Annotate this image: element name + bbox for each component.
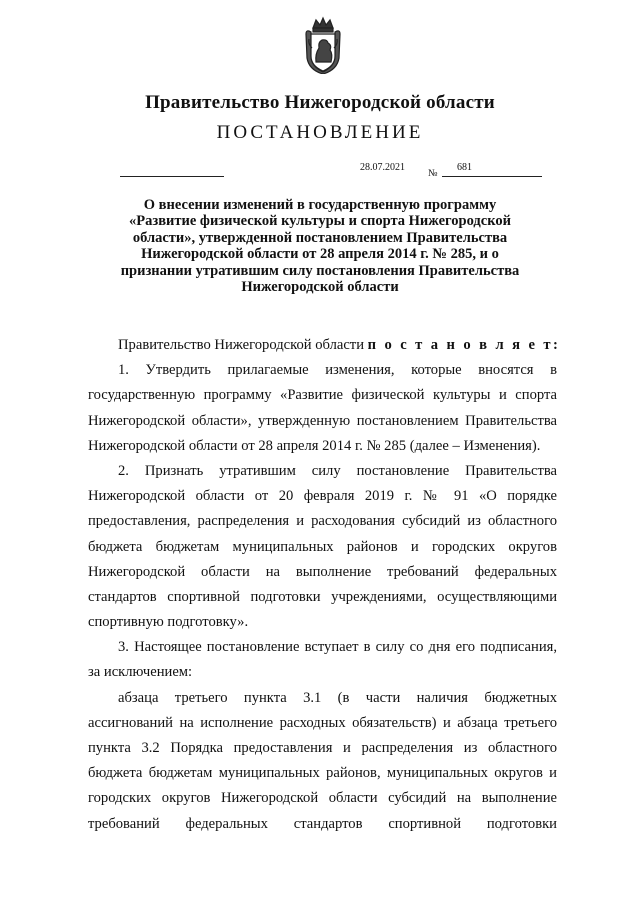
- document-body: [88, 333, 561, 837]
- paragraph-1-line: Нижегородской области от 28 апреля 2014 г. № 285 (далее – Изменения).: [88, 437, 541, 454]
- document-title: [110, 197, 530, 295]
- title-line: признании утратившим силу постановления Правительства: [120, 262, 520, 279]
- paragraph-1-line: 1. Утвердить прилагаемые изменения, которые вносятся в: [118, 362, 557, 379]
- paragraph-4-line: городских округов Нижегородской области субсидий на выполнение: [88, 790, 557, 807]
- paragraph-2-line: Нижегородской области на выполнение требований федеральных: [88, 563, 557, 580]
- intro-line: [88, 333, 561, 358]
- document-date: 28.07.2021: [360, 162, 405, 173]
- paragraph-3-line: за исключением:: [88, 664, 193, 681]
- paragraph-2-line: бюджета бюджетам муниципальных районов и городских округов: [88, 538, 557, 555]
- intro-text: Правительство Нижегородской области: [118, 337, 368, 353]
- title-line: Нижегородской области от 28 апреля 2014 г. № 285, и о: [141, 246, 499, 263]
- paragraph-4-line: бюджета бюджетам муниципальных районов, муниципальных округов и: [88, 765, 557, 782]
- number-underline: [442, 176, 542, 177]
- title-line: области», утвержденной постановлением Правительства: [132, 229, 508, 246]
- paragraph-1-line: Нижегородской области», утвержденную постановлением Правительства: [88, 412, 557, 429]
- paragraph-2-line: Нижегородской области от 20 февраля 2019 г. № 91 «О порядке: [88, 488, 557, 505]
- number-label: №: [428, 168, 438, 179]
- paragraph-4-line: пункта 3.2 Порядка предоставления и распределения из областного: [88, 740, 557, 756]
- title-line: Нижегородской области: [241, 279, 399, 296]
- paragraph-2-line: предоставления, распределения и расходования субсидий из областного: [88, 513, 557, 530]
- paragraph-4-line: требований федеральных стандартов спортивной подготовки: [88, 815, 557, 832]
- paragraph-2-line: 2. Признать утратившим силу постановление Правительства: [118, 462, 557, 479]
- coat-of-arms-icon: [303, 14, 343, 74]
- document-number: 681: [457, 162, 472, 173]
- title-line: «Развитие физической культуры и спорта Нижегородской: [129, 213, 511, 230]
- title-line: О внесении изменений в государственную программу: [143, 197, 497, 213]
- date-line-left: [120, 176, 224, 177]
- decree-verb: п о с т а н о в л я е т:: [367, 337, 561, 353]
- paragraph-3-line: 3. Настоящее постановление вступает в силу со дня его подписания,: [118, 639, 557, 656]
- document-type: ПОСТАНОВЛЕНИЕ: [216, 122, 424, 143]
- paragraph-4-line: ассигнований на исполнение расходных обязательств) и абзаца третьего: [88, 714, 557, 731]
- organization-name: Правительство Нижегородской области: [145, 92, 495, 113]
- paragraph-4-line: абзаца третьего пункта 3.1 (в части наличия бюджетных: [118, 689, 557, 706]
- paragraph-2-line: стандартов спортивной подготовки учреждениями, осуществляющими: [88, 588, 557, 605]
- paragraph-2-line: спортивную подготовку».: [88, 614, 249, 631]
- paragraph-1-line: государственную программу «Развитие физической культуры и спорта: [88, 387, 557, 404]
